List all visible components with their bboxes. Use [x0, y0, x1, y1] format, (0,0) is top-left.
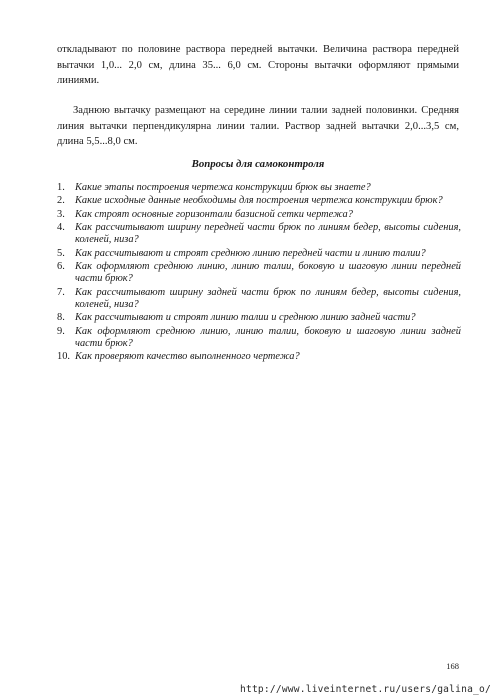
section-heading: Вопросы для самоконтроля — [191, 158, 325, 170]
footer-url: http://www.liveinternet.ru/users/galina_o/ — [240, 684, 491, 695]
question-text: Какие этапы построения чертежа конструкции брюк вы знаете? — [75, 182, 371, 193]
body-paragraph: откладывают по половине раствора передней вытачки. Величина раствора передней вытачки 1,0... 2,0 см, длина 35... 6,0 см. Стороны вытачки оформляют прямыми линиями. — [57, 44, 459, 86]
question-number: 3. — [57, 208, 65, 220]
list-item — [57, 261, 461, 285]
list-item — [57, 195, 461, 207]
question-number: 7. — [57, 286, 65, 298]
question-text: Как рассчитывают и строят среднюю линию передней части и линию талии? — [75, 247, 426, 259]
list-item — [57, 312, 461, 324]
question-number: 4. — [57, 222, 65, 234]
question-text: Какие исходные данные необходимы для построения чертежа конструкции брюк? — [75, 195, 443, 207]
question-text: Как рассчитывают ширину задней части брюк по линиям бедер, высоты сидения, коленей, низа? — [75, 286, 461, 310]
question-number: 1. — [57, 182, 65, 193]
list-item — [57, 248, 461, 260]
question-number: 2. — [57, 195, 65, 207]
question-number: 6. — [57, 261, 65, 273]
page-number: 168 — [446, 661, 459, 671]
body-paragraph: Заднюю вытачку размещают на середине линии талии задней половинки. Средняя линия вытачки перпендикулярна линии талии. Раствор задней вытачки 2,0...3,5 см, длина 5,5...8,0 см. — [57, 105, 459, 147]
question-text: Как оформляют среднюю линию, линию талии, боковую и шаговую линии задней части брюк? — [75, 325, 461, 349]
question-text: Как оформляют среднюю линию, линию талии, боковую и шаговую линии передней части брюк? — [75, 261, 461, 285]
list-item — [57, 287, 461, 311]
question-number: 5. — [57, 247, 65, 259]
question-list — [57, 182, 461, 365]
list-item — [57, 182, 461, 194]
list-item — [57, 351, 461, 363]
list-item — [57, 222, 461, 246]
question-number: 8. — [57, 312, 65, 324]
question-text: Как проверяют качество выполненного чертежа? — [75, 351, 300, 363]
list-item — [57, 326, 461, 350]
list-item — [57, 209, 461, 221]
question-number: 10. — [57, 351, 70, 363]
question-text: Как рассчитывают ширину передней части брюк по линиям бедер, высоты сидения, коленей, низа? — [75, 222, 461, 246]
question-number: 9. — [57, 325, 65, 337]
question-text: Как строят основные горизонтали базисной сетки чертежа? — [75, 208, 353, 220]
question-text: Как рассчитывают и строят линию талии и среднюю линию задней части? — [75, 312, 416, 324]
